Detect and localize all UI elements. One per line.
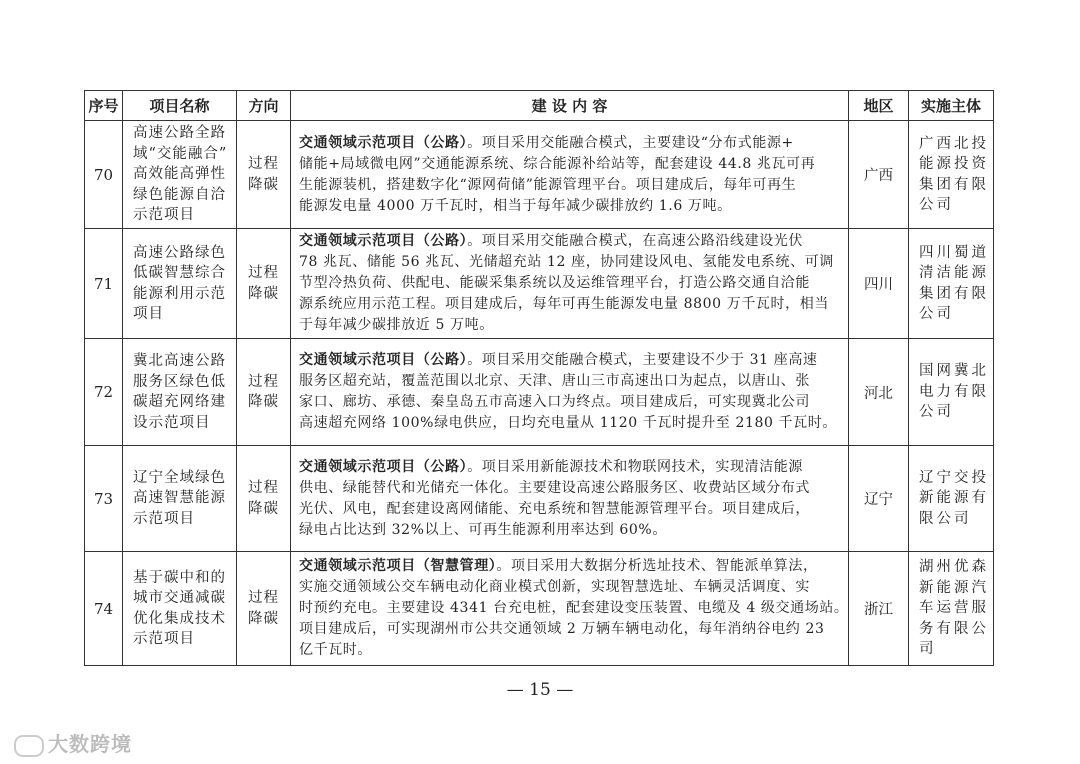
content-line: 交通领域示范项目（公路）。项目采用新能源技术和物联网技术，实现清洁能源 [299, 458, 804, 475]
content-line: 能源发电量 4000 万千瓦时，相当于每年减少碳排放约 1.6 万吨。 [299, 197, 732, 214]
watermark [14, 728, 132, 757]
name-line: 高速公路绿色 [133, 244, 226, 261]
table-row [85, 446, 994, 552]
header-content: 建 设 内 容 [291, 91, 849, 121]
content-line: 储能+局域微电网”交通能源系统、综合能源补给站等，配套建设 44.8 兆瓦可再 [299, 155, 816, 172]
content-line: 供电、绿能替代和光储充一体化。主要建设高速公路服务区、收费站区域分布式 [299, 479, 810, 496]
org-line: 务有限公 [919, 620, 989, 637]
content-line: 绿电占比达到 32%以上、可再生能源利用率达到 60%。 [299, 521, 667, 538]
content-line: 78 兆瓦、储能 56 兆瓦、光储超充站 12 座，协同建设风电、氢能发电系统、可调 [299, 254, 834, 270]
org-line: 公司 [919, 306, 954, 322]
table-row [85, 339, 994, 446]
region: 河北 [849, 339, 909, 446]
org-line: 限公司 [919, 510, 972, 527]
name-line: 域“交能融合” [133, 145, 228, 162]
header-direction: 方向 [237, 91, 291, 121]
construction-content [291, 339, 849, 446]
content-line: 源系统应用示范工程。项目建成后，每年可再生能源发电量 8800 万千瓦时，相当 [299, 296, 829, 312]
table-header [85, 91, 994, 121]
content-category: 交通领域示范项目（智慧管理） [299, 558, 497, 574]
content-line: 交通领域示范项目（公路）。项目采用交能融合模式，主要建设不少于 31 座高速 [299, 352, 818, 368]
name-line: 能源利用示范 [133, 285, 226, 302]
implementing-org [909, 339, 994, 446]
content-category: 交通领域示范项目（公路） [299, 352, 468, 368]
direction-line: 过程 [248, 590, 279, 606]
direction-line: 降碳 [248, 610, 279, 627]
implementing-org [909, 121, 994, 229]
content-category: 交通领域示范项目（公路） [299, 134, 468, 151]
implementing-org [909, 552, 994, 666]
content-line: 时预约充电。主要建设 4341 台充电桩，配套建设变压装置、电缆及 4 级交通场站。 [299, 600, 849, 616]
row-index: 70 [85, 121, 123, 229]
content-line: 生能源装机，搭建数字化“源网荷储”能源管理平台。项目建成后，每年可再生 [299, 176, 797, 193]
row-index: 74 [85, 552, 123, 666]
direction-line: 过程 [248, 156, 279, 172]
name-line: 项目 [133, 306, 164, 322]
construction-content [291, 229, 849, 339]
region: 辽宁 [849, 446, 909, 552]
content-line: 于每年减少碳排放近 5 万吨。 [299, 317, 494, 333]
name-line: 示范项目 [133, 207, 195, 224]
direction [237, 121, 291, 229]
row-index: 73 [85, 446, 123, 552]
content-line: 交通领域示范项目（公路）。项目采用交能融合模式，主要建设“分布式能源+ [299, 134, 794, 151]
header-region: 地区 [849, 91, 909, 121]
name-line: 低碳智慧综合 [133, 265, 226, 281]
row-index: 71 [85, 229, 123, 339]
org-line: 辽宁交投 [919, 469, 989, 486]
direction-line: 降碳 [248, 500, 279, 517]
region: 四川 [849, 229, 909, 339]
org-line: 新能源汽 [919, 579, 989, 596]
name-line: 高速公路全路 [133, 125, 226, 142]
direction-line: 过程 [248, 265, 279, 281]
project-name [123, 339, 237, 446]
content-line: 交通领域示范项目（智慧管理）。项目采用大数据分析选址技术、智能派单算法， [299, 558, 818, 574]
implementing-org [909, 446, 994, 552]
direction [237, 229, 291, 339]
page-number: — 15 — [506, 680, 574, 700]
org-line: 公司 [919, 404, 954, 421]
name-line: 碳超充网络建 [133, 394, 226, 410]
org-line: 集团有限 [919, 176, 989, 193]
org-line: 四川蜀道 [919, 244, 989, 261]
construction-content [291, 552, 849, 666]
implementing-org [909, 229, 994, 339]
direction-line: 降碳 [248, 394, 279, 410]
content-line: 家口、廊坊、承德、秦皇岛五市高速入口为终点。项目建成后，可实现冀北公司 [299, 394, 810, 410]
table-row [85, 229, 994, 339]
content-line: 亿千瓦时。 [299, 642, 372, 658]
name-line: 示范项目 [133, 510, 195, 527]
header-index: 序号 [85, 91, 123, 121]
org-line: 集团有限 [919, 285, 989, 302]
name-line: 冀北高速公路 [133, 353, 226, 369]
content-line: 服务区超充站，覆盖范围以北京、天津、唐山三市高速出口为起点，以唐山、张 [299, 373, 810, 389]
name-line: 设示范项目 [133, 414, 211, 431]
construction-content [291, 121, 849, 229]
direction-line: 降碳 [248, 285, 279, 302]
content-line: 实施交通领域公交车辆电动化商业模式创新，实现智慧选址、车辆灵活调度、实 [299, 579, 810, 595]
direction [237, 552, 291, 666]
org-line: 湖州优森 [919, 559, 989, 576]
org-line: 新能源有 [919, 490, 989, 507]
table-row [85, 121, 994, 229]
region: 广西 [849, 121, 909, 229]
project-name [123, 552, 237, 666]
name-line: 辽宁全域绿色 [133, 469, 226, 486]
construction-content [291, 446, 849, 552]
table-row [85, 552, 994, 666]
direction-line: 过程 [248, 373, 279, 390]
content-line: 光伏、风电，配套建设离网储能、充电系统和智慧能源管理平台。项目建成后， [299, 500, 810, 517]
project-name [123, 121, 237, 229]
direction-line: 过程 [248, 480, 279, 496]
project-name [123, 229, 237, 339]
watermark-text: 大数跨境 [48, 732, 132, 756]
direction [237, 339, 291, 446]
direction-line: 降碳 [248, 176, 279, 193]
org-line: 电力有限 [919, 383, 989, 400]
watermark-logo-icon [14, 735, 44, 757]
direction [237, 446, 291, 552]
name-line: 绿色能源自洽 [133, 186, 226, 203]
project-name [123, 446, 237, 552]
name-line: 服务区绿色低 [133, 373, 226, 390]
content-category: 交通领域示范项目（公路） [299, 458, 468, 475]
content-line: 高速超充网络 100%绿电供应，日均充电量从 1120 千瓦时提升至 2180 千瓦时。 [299, 415, 837, 431]
name-line: 基于碳中和的 [133, 569, 226, 586]
org-line: 能源投资 [919, 156, 989, 172]
name-line: 示范项目 [133, 631, 195, 647]
org-line: 司 [919, 641, 937, 658]
content-category: 交通领域示范项目（公路） [299, 233, 468, 249]
name-line: 城市交通减碳 [133, 590, 226, 606]
org-line: 清洁能源 [919, 265, 989, 281]
content-line: 节型冷热负荷、供配电、能碳采集系统以及运维管理平台，打造公路交通自洽能 [299, 275, 810, 291]
header-org: 实施主体 [909, 91, 994, 121]
region: 浙江 [849, 552, 909, 666]
content-line: 交通领域示范项目（公路）。项目采用交能融合模式，在高速公路沿线建设光伏 [299, 233, 804, 249]
row-index: 72 [85, 339, 123, 446]
name-line: 高效能高弹性 [133, 166, 226, 183]
name-line: 优化集成技术 [133, 610, 226, 627]
org-line: 车运营服 [919, 600, 989, 617]
name-line: 高速智慧能源 [133, 490, 226, 507]
org-line: 广西北投 [919, 135, 989, 152]
header-name: 项目名称 [123, 91, 237, 121]
org-line: 公司 [919, 197, 954, 213]
content-line: 项目建成后，可实现湖州市公共交通领域 2 万辆车辆电动化，每年消纳谷电约 23 [299, 621, 825, 637]
org-line: 国网冀北 [919, 363, 989, 380]
projects-table [84, 90, 994, 666]
